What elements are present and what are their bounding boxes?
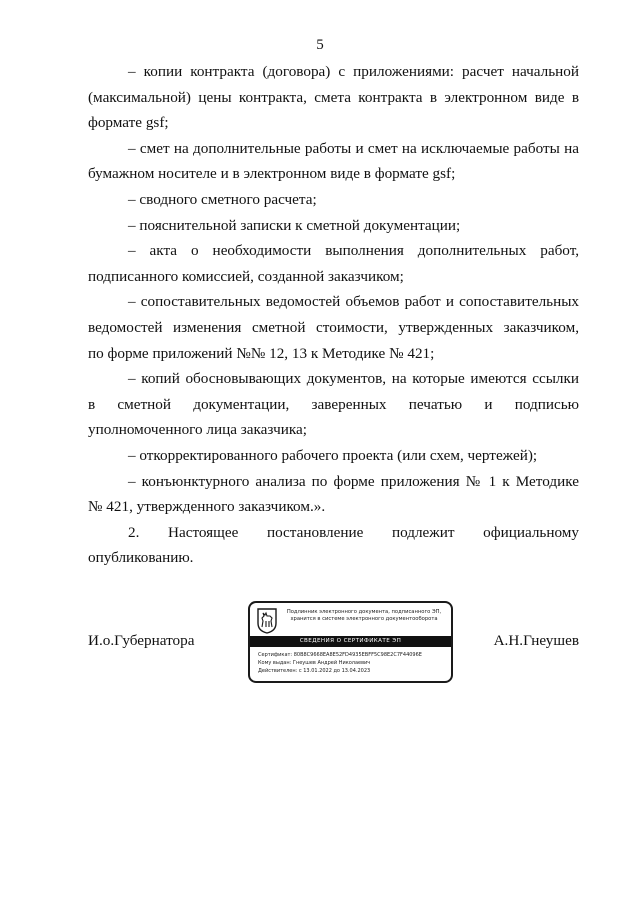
stamp-valid-value: с 13.01.2022 до 13.04.2023 bbox=[298, 668, 371, 674]
stamp-issued-label: Кому выдан: bbox=[258, 660, 292, 666]
text-line: – акта о необходимости выполнения дополнительных работ, bbox=[128, 242, 579, 260]
document-body bbox=[88, 59, 579, 571]
stamp-issued-row bbox=[258, 659, 448, 667]
text-line: – смет на дополнительные работы и смет на исключаемые работы на bbox=[128, 139, 579, 157]
text-line: в сметной документации, заверенных печатью и подписью bbox=[88, 395, 579, 413]
text-line: ведомостей изменения сметной стоимости, утвержденных заказчиком, bbox=[88, 318, 579, 336]
stamp-header bbox=[280, 609, 448, 623]
text-line: – копий обосновывающих документов, на которые имеются ссылки bbox=[128, 370, 579, 388]
stamp-cert-label: Сертификат: bbox=[258, 652, 293, 658]
text-line: (максимальной) цены контракта, смета контракта в электронном виде в bbox=[88, 88, 579, 106]
text-line: формате gsf; bbox=[88, 114, 169, 132]
coat-of-arms-icon bbox=[257, 608, 277, 634]
text-line: – сводного сметного расчета; bbox=[128, 190, 317, 208]
stamp-header-line: Подлинник электронного документа, подписанного ЭП, bbox=[286, 609, 442, 615]
text-line: – сопоставительных ведомостей объемов работ и сопоставительных bbox=[128, 293, 579, 311]
text-line: – откорректированного рабочего проекта (или схем, чертежей); bbox=[128, 446, 538, 464]
text-line: бумажном носителе и в электронном виде в формате gsf; bbox=[88, 165, 456, 183]
stamp-valid-label: Действителен: bbox=[258, 668, 298, 674]
text-line: – пояснительной записки к сметной документации; bbox=[128, 216, 461, 234]
stamp-certificate-details bbox=[258, 651, 448, 675]
text-line: по форме приложений №№ 12, 13 к Методике № 421; bbox=[88, 344, 435, 362]
text-line: – конъюнктурного анализа по форме приложения № 1 к Методике bbox=[128, 472, 579, 490]
stamp-header-line: хранится в системе электронного документооборота bbox=[290, 616, 438, 622]
text-line: 2. Настоящее постановление подлежит официальному bbox=[128, 523, 579, 541]
text-line: подписанного комиссией, созданной заказчиком; bbox=[88, 267, 404, 285]
signer-name: А.Н.Гнеушев bbox=[493, 632, 579, 649]
text-line: уполномоченного лица заказчика; bbox=[88, 421, 307, 439]
page-number: 5 bbox=[316, 37, 324, 53]
stamp-cert-value: 80B8C9668EA8E52FD4935EBFF5C98E2C7F44096E bbox=[293, 652, 422, 658]
stamp-band-title: СВЕДЕНИЯ О СЕРТИФИКАТЕ ЭП bbox=[250, 636, 451, 647]
text-line: опубликованию. bbox=[88, 549, 194, 567]
text-line: № 421, утвержденного заказчиком.». bbox=[88, 498, 326, 516]
stamp-issued-value: Гнеушев Андрей Николаевич bbox=[292, 660, 371, 666]
stamp-cert-row bbox=[258, 651, 448, 659]
signer-title: И.о.Губернатора bbox=[88, 632, 195, 649]
electronic-signature-stamp bbox=[248, 601, 453, 683]
stamp-valid-row bbox=[258, 667, 448, 675]
text-line: – копии контракта (договора) с приложениями: расчет начальной bbox=[128, 63, 579, 80]
